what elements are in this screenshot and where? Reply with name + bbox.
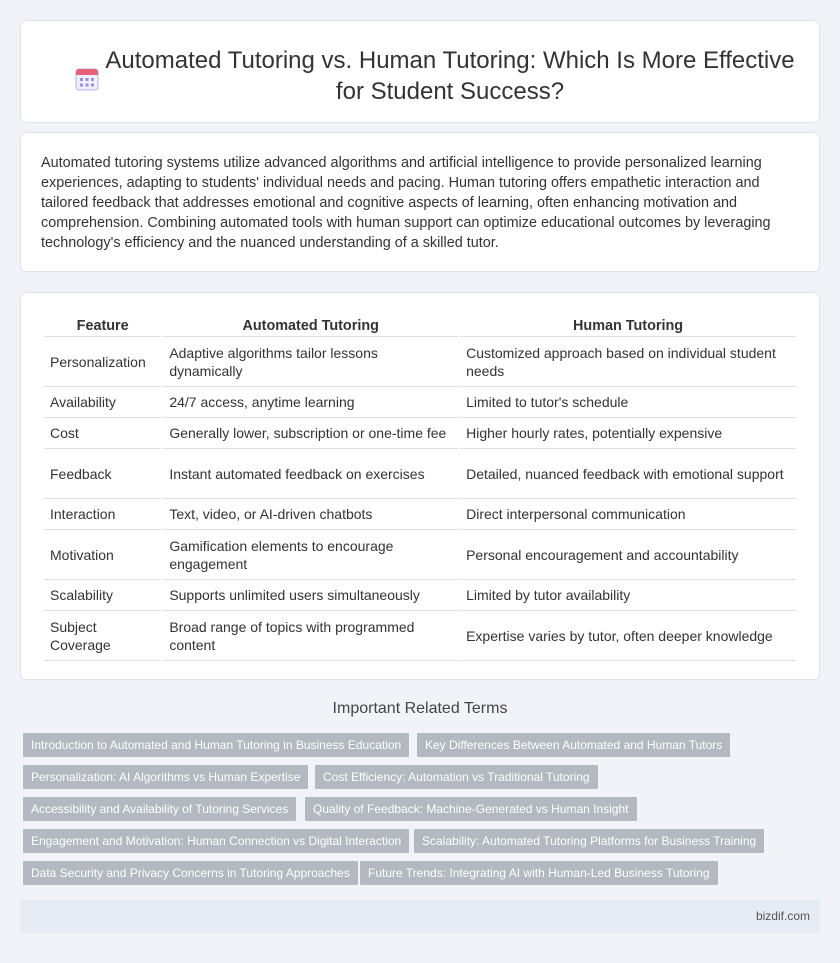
header-human: Human Tutoring bbox=[460, 315, 796, 337]
cell-feature: Cost bbox=[44, 418, 161, 449]
related-term-tag[interactable]: Quality of Feedback: Machine-Generated vs Human Insight bbox=[305, 797, 637, 821]
cell-feature: Feedback bbox=[44, 449, 161, 499]
comparison-card bbox=[20, 292, 820, 680]
header-feature: Feature bbox=[44, 315, 161, 337]
cell-human: Personal encouragement and accountability bbox=[460, 530, 796, 580]
related-term-tag[interactable]: Future Trends: Integrating AI with Human-Led Business Tutoring bbox=[360, 861, 718, 885]
cell-human: Detailed, nuanced feedback with emotional support bbox=[460, 449, 796, 499]
header-automated: Automated Tutoring bbox=[163, 315, 458, 337]
page-title: Automated Tutoring vs. Human Tutoring: Which Is More Effective for Student Success? bbox=[105, 47, 795, 105]
table-header-row bbox=[44, 315, 796, 337]
cell-automated: Gamification elements to encourage engagement bbox=[163, 530, 458, 580]
table-row bbox=[44, 580, 796, 611]
cell-automated: Text, video, or AI-driven chatbots bbox=[163, 499, 458, 530]
related-term-tag[interactable]: Introduction to Automated and Human Tutoring in Business Education bbox=[23, 733, 409, 757]
table-row bbox=[44, 611, 796, 661]
related-term-tag[interactable]: Data Security and Privacy Concerns in Tutoring Approaches bbox=[23, 861, 358, 885]
cell-automated: Instant automated feedback on exercises bbox=[163, 449, 458, 499]
cell-feature: Availability bbox=[44, 387, 161, 418]
cell-human: Higher hourly rates, potentially expensive bbox=[460, 418, 796, 449]
table-row bbox=[44, 530, 796, 580]
cell-feature: Personalization bbox=[44, 337, 161, 387]
related-term-tag[interactable]: Cost Efficiency: Automation vs Traditional Tutoring bbox=[315, 765, 598, 789]
table-row bbox=[44, 449, 796, 499]
cell-automated: 24/7 access, anytime learning bbox=[163, 387, 458, 418]
cell-automated: Broad range of topics with programmed content bbox=[163, 611, 458, 661]
cell-automated: Adaptive algorithms tailor lessons dynamically bbox=[163, 337, 458, 387]
related-term-tag[interactable]: Scalability: Automated Tutoring Platforms for Business Training bbox=[414, 829, 764, 853]
cell-feature: Subject Coverage bbox=[44, 611, 161, 661]
cell-feature: Scalability bbox=[44, 580, 161, 611]
related-term-tag[interactable]: Engagement and Motivation: Human Connection vs Digital Interaction bbox=[23, 829, 409, 853]
table-row bbox=[44, 499, 796, 530]
intro-paragraph: Automated tutoring systems utilize advanced algorithms and artificial intelligence to provide personalized learning experiences, adapting to students' individual needs and pacing. Human tutoring offers empathetic interaction and tailored feedback that addresses emotional and cognitive aspects of learning, often enhancing motivation and comprehension. Combining automated tools with human support can optimize educational outcomes by leveraging technology's efficiency and the nuanced understanding of a skilled tutor. bbox=[41, 155, 771, 251]
related-terms-heading: Important Related Terms bbox=[332, 700, 508, 717]
cell-automated: Supports unlimited users simultaneously bbox=[163, 580, 458, 611]
cell-feature: Interaction bbox=[44, 499, 161, 530]
cell-feature: Motivation bbox=[44, 530, 161, 580]
cell-human: Customized approach based on individual student needs bbox=[460, 337, 796, 387]
title-card bbox=[20, 20, 820, 123]
cell-human: Expertise varies by tutor, often deeper knowledge bbox=[460, 611, 796, 661]
footer bbox=[20, 900, 820, 933]
related-term-tag[interactable]: Personalization: AI Algorithms vs Human Expertise bbox=[23, 765, 308, 789]
table-row bbox=[44, 337, 796, 387]
cell-human: Limited to tutor's schedule bbox=[460, 387, 796, 418]
footer-site-link[interactable]: bizdif.com bbox=[755, 909, 810, 923]
cell-automated: Generally lower, subscription or one-time fee bbox=[163, 418, 458, 449]
table-row bbox=[44, 418, 796, 449]
related-term-tag[interactable]: Key Differences Between Automated and Human Tutors bbox=[417, 733, 730, 757]
cell-human: Limited by tutor availability bbox=[460, 580, 796, 611]
comparison-table bbox=[42, 315, 798, 661]
related-term-tag[interactable]: Accessibility and Availability of Tutoring Services bbox=[23, 797, 296, 821]
table-row bbox=[44, 387, 796, 418]
intro-card bbox=[20, 132, 820, 272]
cell-human: Direct interpersonal communication bbox=[460, 499, 796, 530]
calendar-icon bbox=[75, 67, 99, 91]
